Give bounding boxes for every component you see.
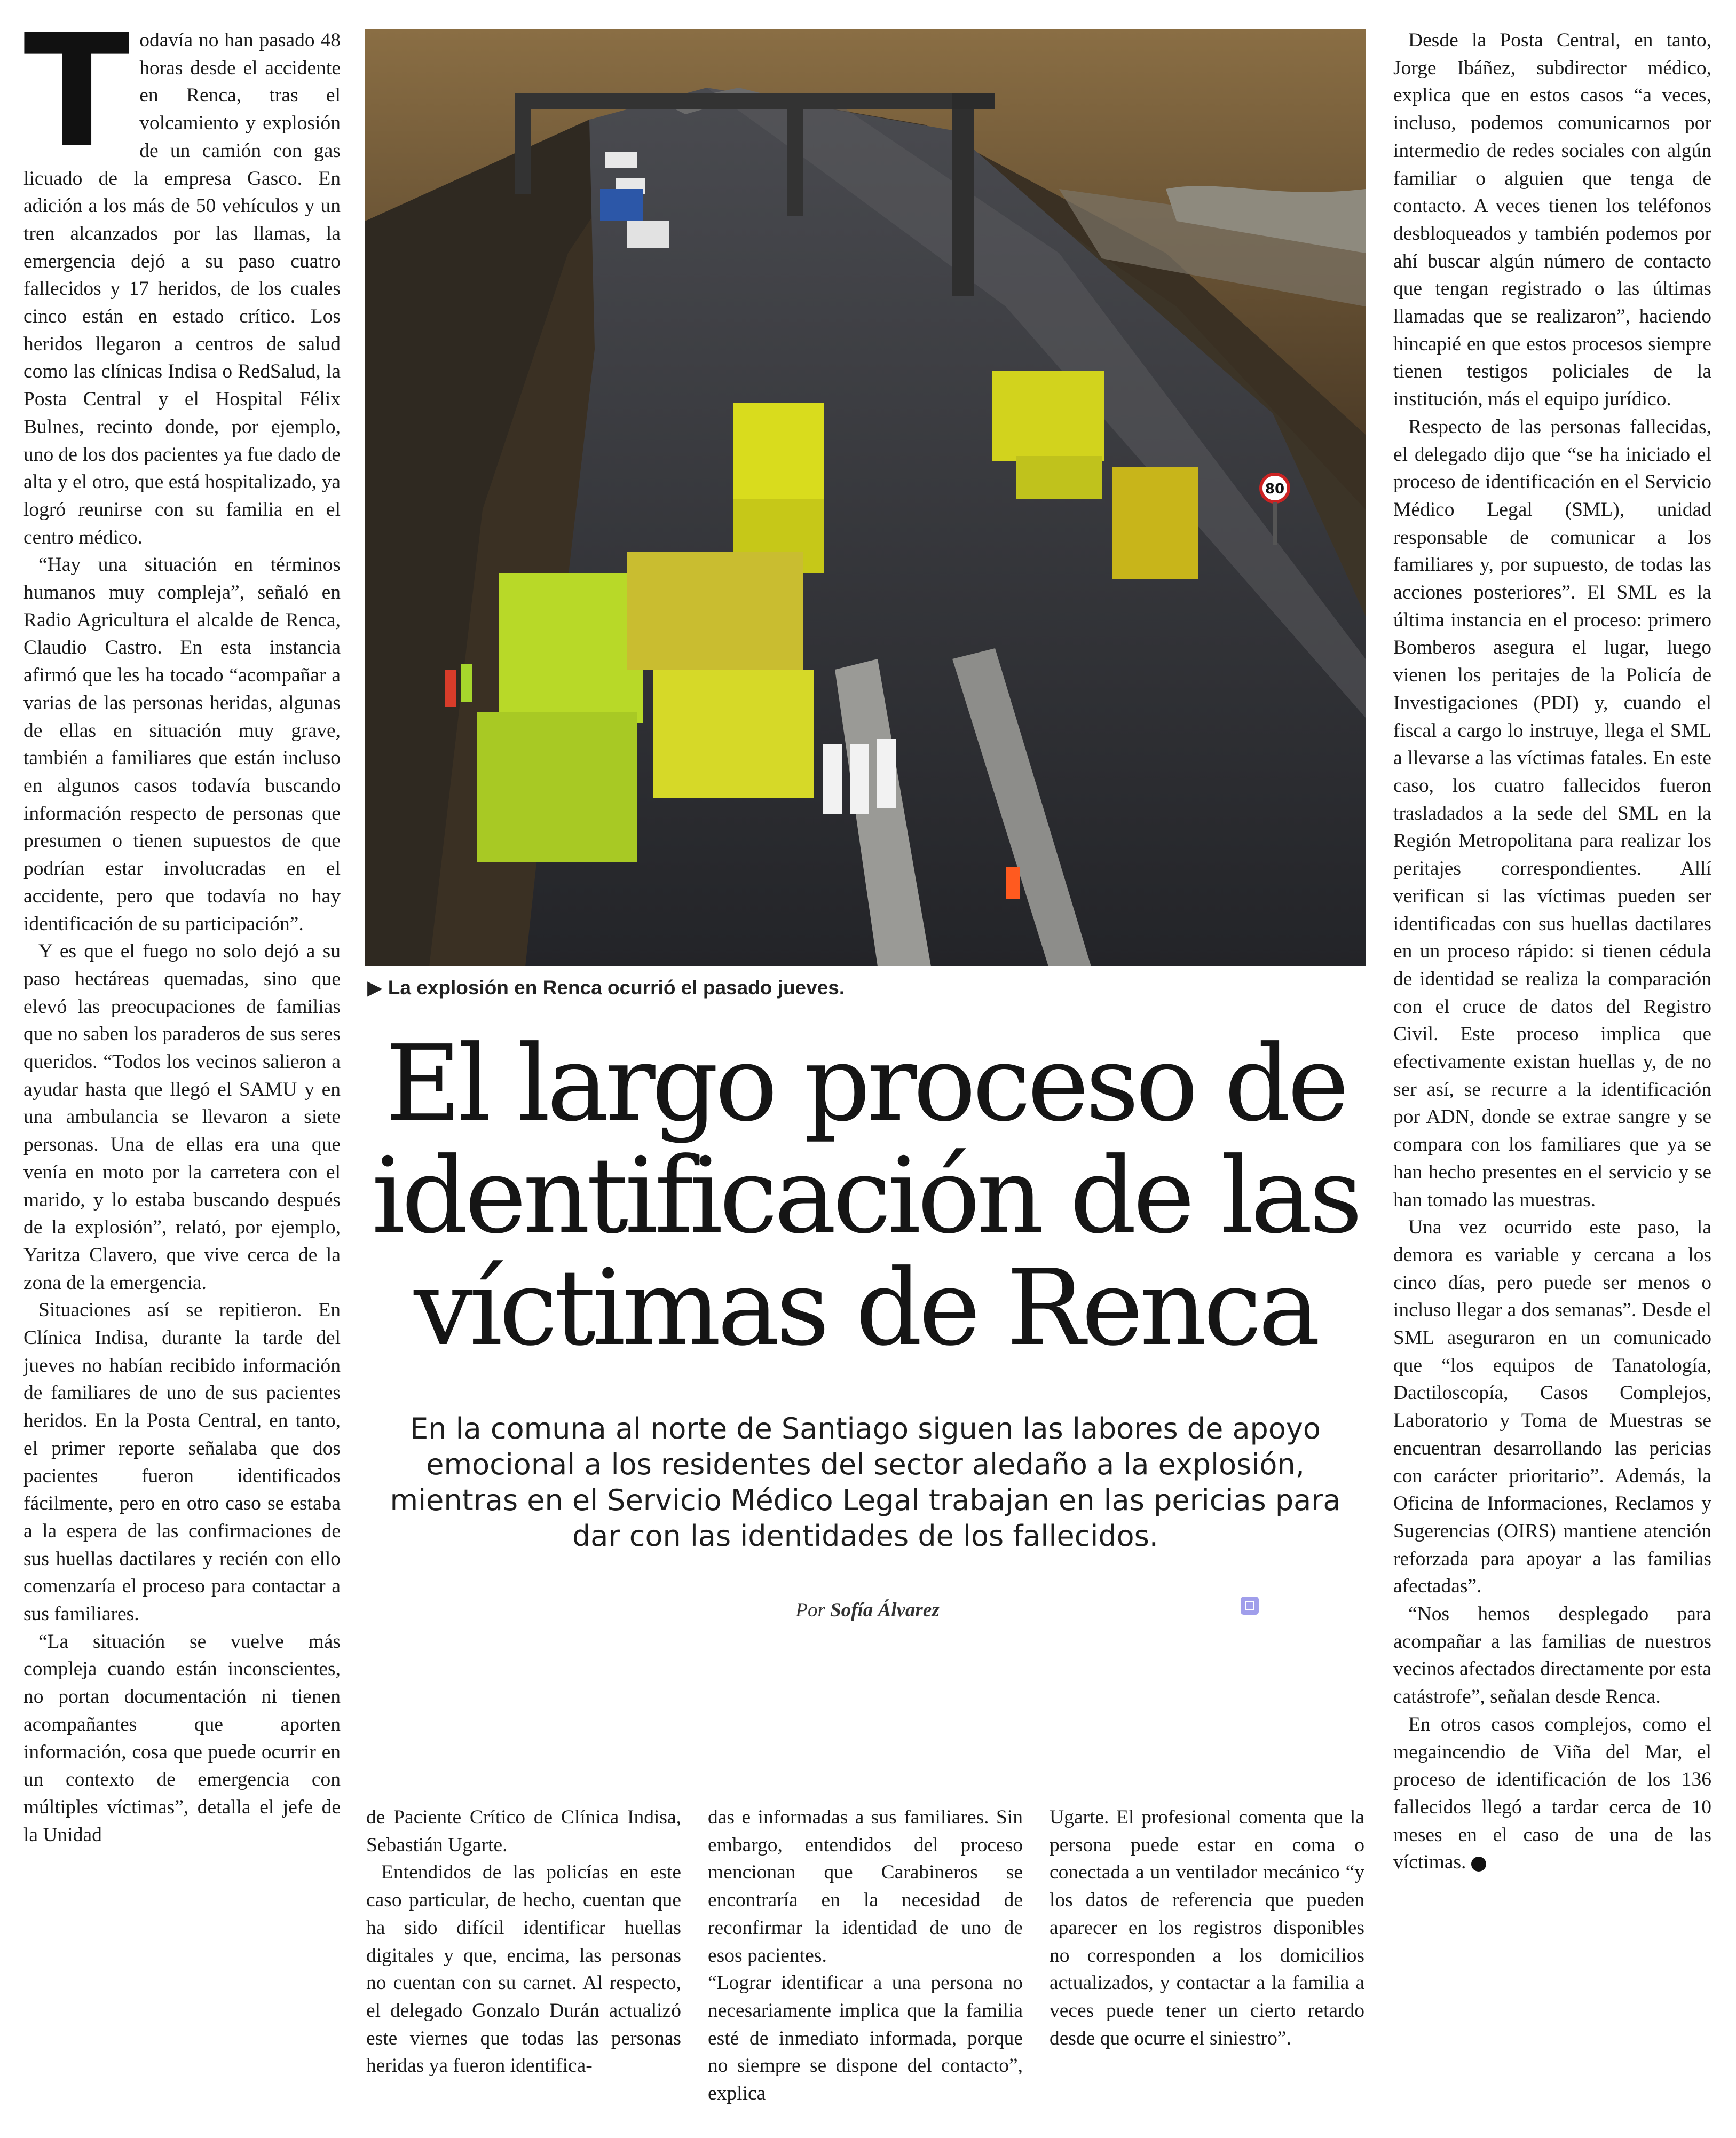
note-pin-icon[interactable] — [1240, 1595, 1260, 1616]
speed-sign-text: 80 — [1265, 481, 1285, 497]
drop-cap: T — [23, 27, 130, 182]
lead-text: odavía no han pasado 48 horas desde el accidente en Renca, tras el volcamiento y explosión de un camión con gas licuado de la empresa Gasco. En adición a los más de 50 vehículos y un tren alcanzados por las llamas, la emergencia dejó a su paso cuatro fallecidos y 17 heridos, de los cuales cinco están en estado crítico. Los heridos llegaron a centros de salud como las clínicas Indisa o RedSalud, la Posta Central y el Hospital Félix Bulnes, recinto donde, por ejemplo, uno de los dos pacientes ya fue dado de alta y el otro, que está hospitalizado, ya logró reunirse con su familia en el centro médico. — [23, 29, 341, 548]
body-paragraph: Entendidos de las policías en este caso particular, de hecho, cuentan que ha sido difícil identificar huellas digitales y que, encima, las personas no cuentan con su carnet. Al respecto, el delegado Gonzalo Durán actualizó este viernes que todas las personas heridas ya fueron identifica- — [366, 1861, 681, 2077]
byline — [694, 1599, 1041, 1622]
headline — [365, 1023, 1366, 1369]
body-paragraph: Situaciones así se repitieron. En Clínica Indisa, durante la tarde del jueves no habían recibido información de familiares de uno de sus pacientes heridos. En la Posta Central, en tanto, el primer reporte señalaba que dos pacientes fueron identificados fácilmente, pero en otro caso se estaba a la espera de las confirmaciones de sus huellas dactilares y recién con ello comenzaría el proceso para contactar a sus familiares. — [23, 1299, 341, 1625]
article-column-1 — [23, 27, 341, 2120]
body-paragraph: “Hay una situación en términos humanos muy compleja”, señaló en Radio Agricultura el alcalde de Renca, Claudio Castro. En esta instancia afirmó que les ha tocado “acompañar a varias de las personas heridas, algunas de ellas en situación muy grave, también a familiares que están incluso en algunos casos todavía buscando información respecto de personas que presumen o tienen supuestos de que podrían estar involucradas en el accidente, pero que todavía no hay identificación de su participación”. — [23, 554, 341, 935]
body-paragraph: Una vez ocurrido este paso, la demora es variable y cercana a los cinco días, pero puede ser menos o incluso llegar a dos semanas”. Desde el SML aseguraron en un comunicado que “los equipos de Tanatología, Dactiloscopía, Casos Complejos, Laboratorio y Toma de Muestras se encuentran desarrollando las pericias con carácter prioritario”. Además, la Oficina de Informaciones, Reclamos y Sugerencias (OIRS) mantiene atención reforzada para apoyar a las familias afectadas”. — [1393, 1216, 1711, 1598]
body-paragraph: “La situación se vuelve más compleja cuando están inconscientes, no portan documentación ni tienen acompañantes que aporten información, cosa que puede ocurrir en un contexto de emergencia con múltiples víctimas”, detalla el jefe de la Unidad — [23, 1630, 341, 1846]
subheadline: En la comuna al norte de Santiago siguen las labores de apoyo emocional a los residentes del sector aledaño a la explosión, mientras en el Servicio Médico Legal trabajan en las pericias para dar con las identidades de los fallecidos. — [390, 1412, 1341, 1553]
closing-text: En otros casos complejos, como el megaincendio de Viña del Mar, el proceso de identificación de los 136 fallecidos llegó a tardar cerca de 10 meses en el caso de una de las víctimas. — [1393, 1713, 1711, 1874]
headline-line: identificación de las — [372, 1135, 1359, 1257]
article-column-3 — [708, 1804, 1023, 2124]
end-mark-icon — [1471, 1857, 1486, 1872]
headline-line: víctimas de Renca — [414, 1247, 1317, 1369]
caption-text: La explosión en Renca ocurrió el pasado jueves. — [388, 977, 845, 999]
body-paragraph — [1393, 1711, 1711, 1876]
body-paragraph: Desde la Posta Central, en tanto, Jorge Ibáñez, subdirector médico, explica que en estos casos “a veces, incluso, podemos comunicarnos por intermedio de redes sociales con algún familiar o alguien que tenga de contacto. A veces tienen los teléfonos desbloqueados y también podemos por ahí buscar algún número de contacto que tengan registrado o las últimas llamadas que se realizaron”, haciendo hincapié en que estos procesos siempre tienen testigos policiales de la institución, más el equipo jurídico. — [1393, 29, 1711, 411]
byline-author: Sofía Álvarez — [830, 1599, 940, 1621]
article-column-4 — [1050, 1804, 1364, 2124]
body-paragraph: das e informadas a sus familiares. Sin embargo, entendidos del proceso mencionan que Carabineros se encontraría en la necesidad de reconfirmar la identidad de uno de esos pacientes. — [708, 1806, 1023, 1967]
article-column-2 — [366, 1804, 681, 2124]
body-paragraph: Y es que el fuego no solo dejó a su paso hectáreas quemadas, sino que elevó las preocupaciones de familias que no saben los paraderos de sus seres queridos. “Todos los vecinos salieron a ayudar hasta que llegó el SAMU y en una ambulancia se llevaron a siete personas. Una de ellas era una que venía en moto por la carretera con el marido, y lo estaba buscando después de la explosión”, relató, por ejemplo, Yaritza Clavero, que vive cerca de la zona de la emergencia. — [23, 940, 341, 1294]
lead-paragraph — [23, 27, 341, 551]
body-paragraph: “Nos hemos desplegado para acompañar a las familias de nuestros vecinos afectados directamente por esta catástrofe”, señalan desde Renca. — [1393, 1603, 1711, 1708]
article-column-5 — [1393, 27, 1711, 2120]
body-paragraph: de Paciente Crítico de Clínica Indisa, Sebastián Ugarte. — [366, 1806, 681, 1856]
body-paragraph: Respecto de las personas fallecidas, el delegado dijo que “se ha iniciado el proceso de identificación en el Servicio Médico Legal (SML), unidad responsable de comunicar a los familiares y, por supuesto, de todas las acciones posteriores”. El SML es la última instancia en el proceso: primero Bomberos asegura el lugar, luego vienen los peritajes de la Policía de Investigaciones (PDI) y, cuando el fiscal a cargo lo instruye, llega el SML a llevarse a las víctimas fatales. En este caso, los cuatro fallecidos fueron trasladados a la sede del SML en la Región Metropolitana para realizar los peritajes correspondientes. Allí verifican si las víctimas pueden ser identificadas con sus huellas dactilares en un proceso rápido: si tienen cédula de identidad se realiza la comparación con el cruce de datos del Registro Civil. Este proceso implica que efectivamente existan huellas y, de no ser así, se recurre a la identificación por ADN, donde se extrae sangre y se compara con los familiares que ya se han hecho presentes en el servicio y se han tomado las muestras. — [1393, 415, 1711, 1211]
article-photo — [365, 29, 1366, 966]
headline-line: El largo proceso de — [385, 1023, 1346, 1145]
caption-marker-icon: ▶ — [367, 977, 383, 999]
body-paragraph: Ugarte. El profesional comenta que la persona puede estar en coma o conectada a un ventilador mecánico “y los datos de referencia que pueden aparecer en los registros disponibles no corresponden a los domicilios actualizados, y contactar a la familia a veces puede tener un cierto retardo desde que ocurre el siniestro”. — [1050, 1806, 1364, 2049]
byline-prefix: Por — [795, 1599, 825, 1621]
body-paragraph: “Lograr identificar a una persona no necesariamente implica que la familia esté de inmediato informada, porque no siempre se dispone del contacto”, explica — [708, 1972, 1023, 2105]
photo-caption — [367, 976, 1360, 999]
